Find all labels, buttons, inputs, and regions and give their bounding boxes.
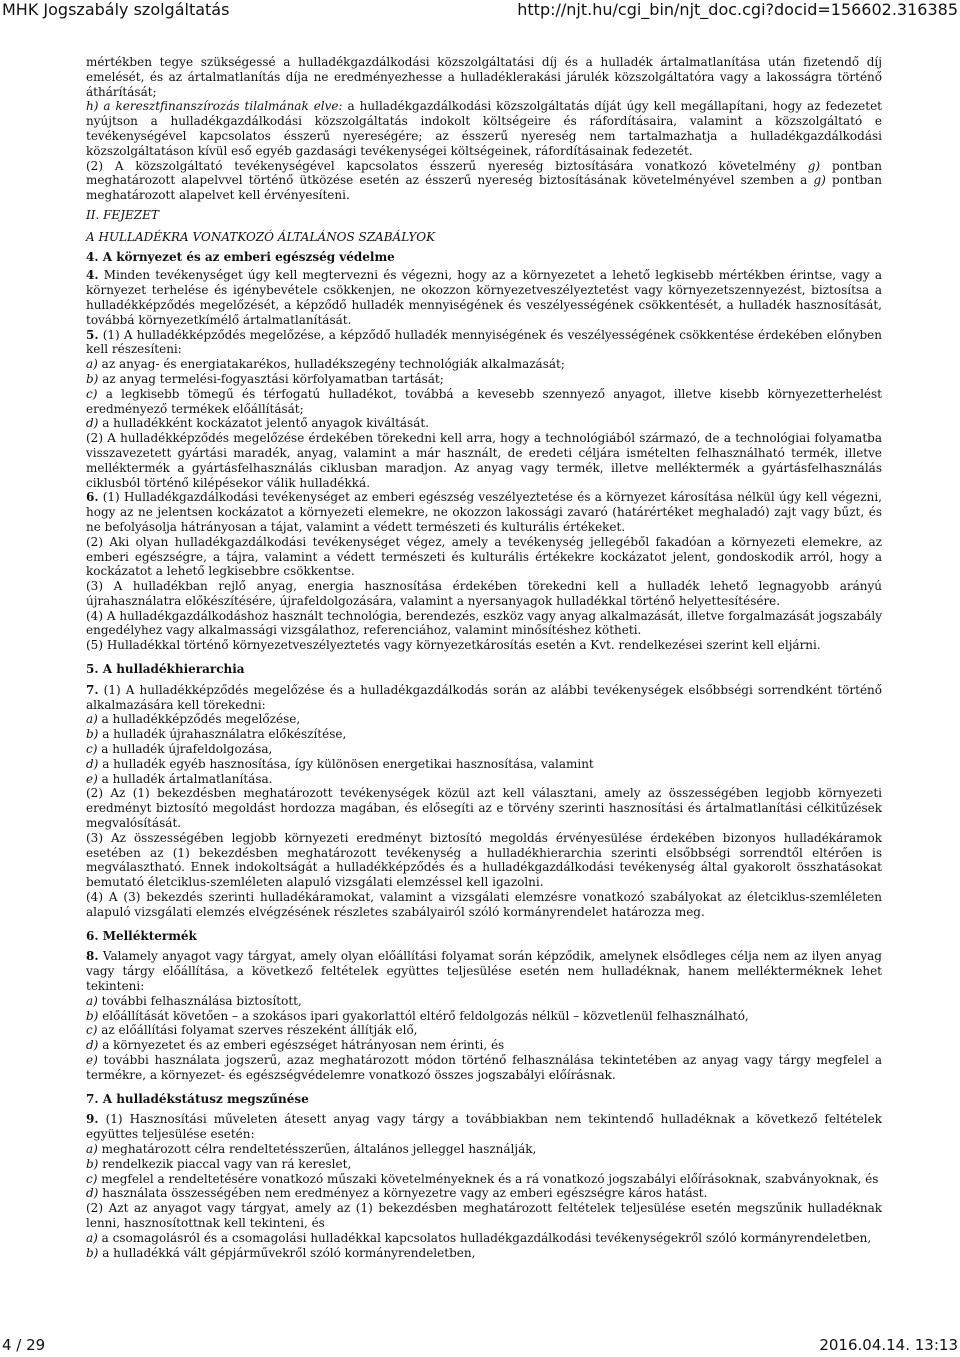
header-url[interactable]: http://njt.hu/cgi_bin/njt_doc.cgi?docid=156602.316385	[517, 0, 958, 19]
page-number: 4 / 29	[2, 1336, 46, 1354]
paragraph: (3) Az összességében legjobb környezeti eredményt biztosító megoldás érvényesülése érdekében bizonyos hulladékáramok esetében az (1) bekezdésben meghatározott tevékenység a hulladékhierarchia szerinti elsőbbségi sorrendtől eltérően is megválasztható. Ennek indokoltságát a hulladékképződés és a hulladékgazdálkodási tevékenység által gyakorolt összhatásokat bemutató életciklus-szemléleten alapuló vizsgálati elemzéssel kell igazolni.	[86, 830, 882, 890]
paragraph: (4) A (3) bekezdés szerinti hulladékáramokat, valamint a vizsgálati elemzésre vonatkozó szabályokat az életciklus-szemléleten alapuló vizsgálati elemzés elvégzésének részletes szabályairól szóló kormányrendelet határozza meg.	[86, 890, 882, 919]
principle-lead: h) a keresztfinanszírozás tilalmának elve:	[86, 99, 343, 114]
paragraph: h) a keresztfinanszírozás tilalmának elve: a hulladékgazdálkodási közszolgáltatás díját úgy kell megállapítani, hogy az fedezetet nyújtson a hulladékgazdálkodási közszolgáltatás indokolt költségeire és ráfordításaira, valamint a közszolgáltató e tevékenységével kapcsolatos ésszerű nyereségére; az ésszerű nyereség nem tartalmazhatja a hulladékgazdálkodási közszolgáltatáson kívül eső egyéb gazdasági tevékenységei költségeinek, ráfordításainak fedezetét.	[86, 99, 883, 158]
page-header	[0, 0, 960, 24]
list-item: d) a hulladékként kockázatot jelentő anyagok kiváltását.	[86, 416, 430, 431]
list-item: d) a hulladék egyéb hasznosítása, így különösen energetikai hasznosítása, valamint	[86, 756, 594, 771]
list-item: b) a hulladékká vált gépjárművekről szóló kormányrendeletben,	[86, 1245, 476, 1260]
header-source: MHK Jogszabály szolgáltatás	[2, 0, 230, 19]
list-item: a) a csomagolásról és a csomagolási hulladékkal kapcsolatos hulladékgazdálkodási tevékenységekről szóló kormányrendeletben,	[86, 1230, 872, 1245]
list-item: a) az anyag- és energiatakarékos, hulladékszegény technológiák alkalmazását;	[86, 357, 565, 372]
list-item: a) további felhasználása biztosított,	[86, 993, 302, 1008]
list-item: e) további használata jogszerű, azaz meghatározott módon történő felhasználása tekintetében az anyag vagy tárgy megfelel a termékre, a környezet- és egészségvédelemre vonatkozó összes jogszabályi előírásnak.	[86, 1053, 882, 1082]
paragraph: (4) A hulladékgazdálkodáshoz használt technológia, berendezés, eszköz vagy anyag alkalmazását, illetve forgalmazását jogszabály engedélyhez vagy alkalmassági vizsgálathoz, referenciához, valamint minősítéshez kötheti.	[86, 608, 882, 638]
paragraph: 5. (1) A hulladékképződés megelőzése, a képződő hulladék mennyiségének és veszélyességének csökkentése érdekében előnyben kell részesíteni:	[86, 327, 882, 357]
section-title: 6. Melléktermék	[86, 928, 197, 943]
paragraph: (2) Aki olyan hulladékgazdálkodási tevékenységet végez, amely a tevékenység jellegéből fakadóan a környezeti elemekre, az emberi egészségre, a tájra, valamint a védett természeti és kulturális értékekre kockázatot jelent, gondoskodik arról, hogy a kockázatot a lehető legkisebbre csökkentse.	[86, 534, 882, 579]
section-title: 5. A hulladékhierarchia	[86, 662, 245, 677]
section-title: 7. A hulladékstátusz megszűnése	[86, 1091, 309, 1106]
list-item: b) a hulladék újrahasználatra előkészítése,	[86, 727, 347, 742]
paragraph: 4. Minden tevékenységet úgy kell megtervezni és végezni, hogy az a környezetet a lehető legkisebb mértékben érintse, vagy a környezet terhelése és igénybevétele csökkenjen, ne okozzon környezetveszélyeztetést vagy környezetszennyezést, biztosítsa a hulladékképződés megelőzését, a képződő hulladék mennyiségének és veszélyességének csökkentését, a hulladék hasznosítását, továbbá környezetkímélő ártalmatlanítását.	[86, 268, 882, 327]
paragraph: (2) Az (1) bekezdésben meghatározott tevékenységek közül azt kell választani, amely az összességében legjobb környezeti eredményt biztosító megoldást hordozza magában, és elősegíti az e törvény szerinti hasznosítási és ártalmatlanítási célkitűzések megvalósítását.	[86, 786, 882, 831]
list-item: b) az anyag termelési-fogyasztási körfolyamatban tartását;	[86, 371, 444, 386]
paragraph: 9. (1) Hasznosítási műveleten átesett anyag vagy tárgy a továbbiakban nem tekintendő hulladéknak a következő feltételek együttes teljesülése esetén:	[86, 1112, 882, 1142]
print-timestamp: 2016.04.14. 13:13	[819, 1336, 958, 1354]
list-item: c) a hulladék újrafeldolgozása,	[86, 742, 273, 757]
paragraph: (3) A hulladékban rejlő anyag, energia hasznosítása érdekében törekedni kell a hulladék lehető legnagyobb arányú újrahasználatra előkészítésére, újrafeldolgozására, valamint a nyersanyagok hulladékkal történő helyettesítésére.	[86, 579, 882, 608]
list-item: c) megfelel a rendeltetésére vonatkozó műszaki követelményeknek és a rá vonatkozó jogszabályi előírásoknak, szabványoknak, és	[86, 1171, 879, 1186]
paragraph: mértékben tegye szükségessé a hulladékgazdálkodási közszolgáltatási díj és a hulladék ártalmatlanítása után fizetendő díj emelését, és az ártalmatlanítás díja ne eredményezhesse a hulladéklerakási járulék közszolgáltatóra vagy a lakosságra történő áthárítását;	[86, 55, 882, 99]
chapter-title: A HULLADÉKRA VONATKOZÓ ÁLTALÁNOS SZABÁLYOK	[86, 229, 436, 244]
paragraph: (2) Azt az anyagot vagy tárgyat, amely az (1) bekezdésben meghatározott feltételek teljesülése esetén megszűnik hulladéknak lenni, hasznosítottnak kell tekinteni, és	[86, 1201, 882, 1230]
paragraph: 8. Valamely anyagot vagy tárgyat, amely olyan előállítási folyamat során képződik, amelynek elsődleges célja nem az ilyen anyag vagy tárgy előállítása, a következő feltételek együttes teljesülése esetén nem hulladéknak, hanem mellékterméknek lehet tekinteni:	[86, 949, 882, 994]
list-item: e) a hulladék ártalmatlanítása.	[86, 771, 273, 786]
document-body	[86, 55, 882, 1260]
paragraph: (5) Hulladékkal történő környezetveszélyeztetés vagy környezetkárosítás esetén a Kvt. rendelkezései szerint kell eljárni.	[86, 638, 821, 653]
paragraph: 6. (1) Hulladékgazdálkodási tevékenységet az emberi egészség veszélyeztetése és a környezet károsítása nélkül úgy kell végezni, hogy az ne jelentsen kockázatot a környezeti elemekre, ne okozzon lakossági zavaró (határértéket meghaladó) zajt vagy bűzt, és ne befolyásolja hátrányosan a tájat, valamint a védett természeti és kulturális értékeket.	[86, 490, 882, 534]
list-item: c) az előállítási folyamat szerves részeként állítják elő,	[86, 1023, 418, 1038]
paragraph: (2) A hulladékképződés megelőzése érdekében törekedni kell arra, hogy a technológiából származó, de a technológiai folyamatba visszavezetett gyártási maradék, anyag, valamint a már használt, de eredeti céljára ismételten felhasználható termék, illetve melléktermék a gyártásfelhasználás ciklusban maradjon. Az anyag vagy termék, illetve melléktermék a gyártásfelhasználás ciklusból történő kilépésekor válik hulladékká.	[86, 431, 882, 490]
list-item: b) előállítását követően – a szokásos ipari gyakorlattól eltérő feldolgozás nélkül – közvetlenül felhasználható,	[86, 1008, 749, 1023]
list-item: a) a hulladékképződés megelőzése,	[86, 712, 301, 727]
list-item: c) a legkisebb tömegű és térfogatú hulladékot, továbbá a kevesebb szennyező anyagot, illetve kisebb környezetterhelést eredményező termékek előállítását;	[86, 386, 882, 416]
chapter-number: II. FEJEZET	[86, 207, 159, 222]
page-footer	[0, 1336, 960, 1356]
list-item: d) a környezetet és az emberi egészséget hátrányosan nem érinti, és	[86, 1038, 505, 1053]
list-item: b) rendelkezik piaccal vagy van rá kereslet,	[86, 1156, 352, 1171]
paragraph: (2) A közszolgáltató tevékenységével kapcsolatos ésszerű nyereség biztosítására vonatkozó követelmény g) pontban meghatározott alapelvvel történő ütközése esetén az ésszerű nyereség biztosításának követelményével szemben a g) pontban meghatározott alapelvet kell érvényesíteni.	[86, 158, 882, 203]
list-item: d) használata összességében nem eredményez a környezetre vagy az emberi egészségre káros hatást.	[86, 1186, 708, 1201]
list-item: a) meghatározott célra rendeltetésszerűen, általános jelleggel használják,	[86, 1141, 537, 1156]
paragraph: 7. (1) A hulladékképződés megelőzése és a hulladékgazdálkodás során az alábbi tevékenységek elsőbbségi sorrendként történő alkalmazására kell törekedni:	[86, 682, 882, 712]
section-title: 4. A környezet és az emberi egészség védelme	[86, 249, 395, 264]
